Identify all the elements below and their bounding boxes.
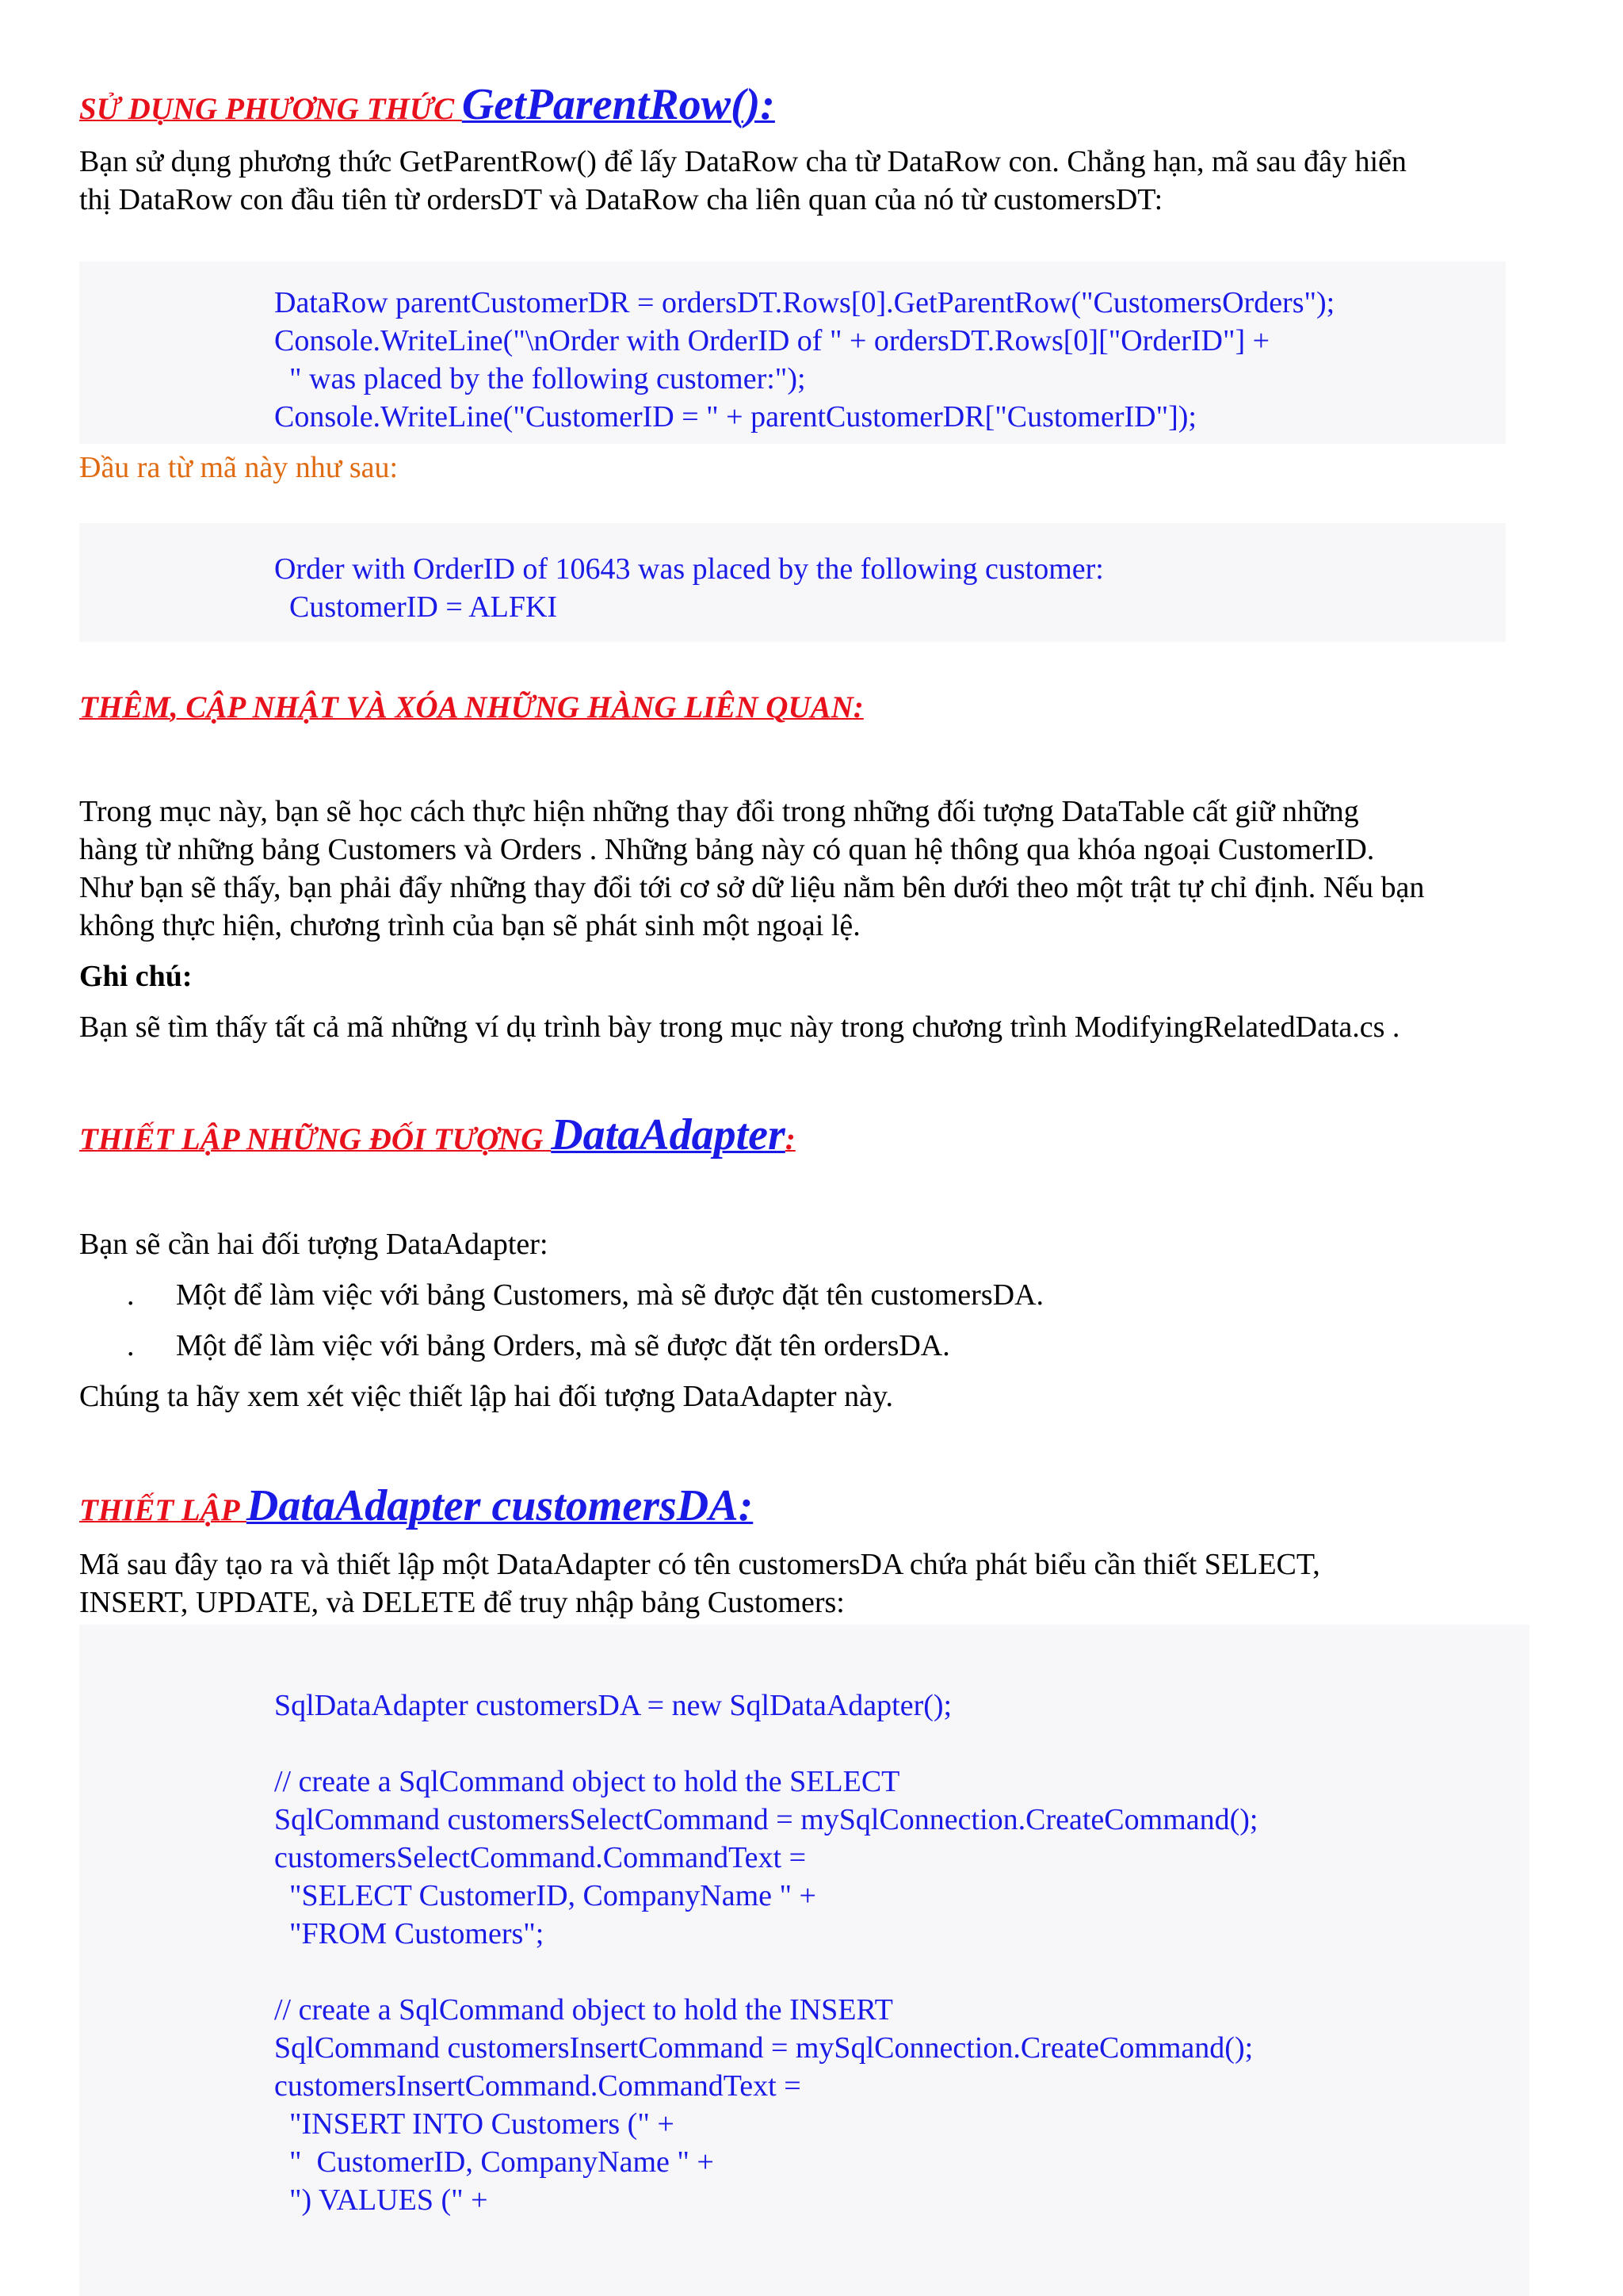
bullet-1-marker: . [127,1278,135,1312]
section4-heading [79,1480,753,1531]
section4-heading-prefix: THIẾT LẬP [79,1493,246,1527]
section4-code-line-13: " CustomerID, CompanyName " + [274,2145,714,2179]
section4-code-line-10: SqlCommand customersInsertCommand = mySqlConnection.CreateCommand(); [274,2031,1254,2065]
section4-code-line-7: "FROM Customers"; [274,1917,544,1950]
bullet-2-marker: . [127,1329,135,1362]
section2-heading: THÊM, CẬP NHẬT VÀ XÓA NHỮNG HÀNG LIÊN QUAN: [79,690,864,724]
output-label: Đầu ra từ mã này như sau: [79,451,399,484]
section4-code-line-9: // create a SqlCommand object to hold the INSERT [274,1993,893,2027]
section3-outro: Chúng ta hãy xem xét việc thiết lập hai đối tượng DataAdapter này. [79,1380,893,1413]
section3-heading-suffix: : [785,1122,796,1156]
output-line-1: Order with OrderID of 10643 was placed by the following customer: [274,552,1104,586]
section4-code-line-1: SqlDataAdapter customersDA = new SqlDataAdapter(); [274,1689,953,1722]
section1-para-line-2: thị DataRow con đầu tiên từ ordersDT và DataRow cha liên quan của nó từ customersDT: [79,183,1163,216]
section4-code-line-12: "INSERT INTO Customers (" + [274,2107,674,2141]
section1-heading [79,79,775,130]
section4-para-line-1: Mã sau đây tạo ra và thiết lập một DataAdapter có tên customersDA chứa phát biểu cần thiết SELECT, [79,1548,1320,1581]
bullet-2-text: Một để làm việc với bảng Orders, mà sẽ được đặt tên ordersDA. [176,1329,950,1362]
section3-heading [79,1110,796,1160]
section1-heading-prefix: SỬ DỤNG PHƯƠNG THỨC [79,92,462,126]
section3-heading-code: DataAdapter [551,1110,785,1159]
section3-heading-prefix: THIẾT LẬP NHỮNG ĐỐI TƯỢNG [79,1122,552,1156]
section4-code-line-14: ") VALUES (" + [274,2183,488,2217]
section4-para-line-2: INSERT, UPDATE, và DELETE để truy nhập bảng Customers: [79,1586,845,1619]
note-label: Ghi chú: [79,960,193,993]
section1-heading-code: GetParentRow(): [461,80,775,129]
section2-para-line-1: Trong mục này, bạn sẽ học cách thực hiện những thay đổi trong những đối tượng DataTable cất giữ những [79,795,1359,828]
section1-code-line-2: Console.WriteLine("\nOrder with OrderID of " + ordersDT.Rows[0]["OrderID"] + [274,324,1270,357]
note-text: Bạn sẽ tìm thấy tất cả mã những ví dụ trình bày trong mục này trong chương trình ModifyingRelatedData.cs . [79,1010,1400,1044]
section1-para-line-1: Bạn sử dụng phương thức GetParentRow() để lấy DataRow cha từ DataRow con. Chẳng hạn, mã sau đây hiển [79,145,1407,178]
section4-code-line-5: customersSelectCommand.CommandText = [274,1841,806,1874]
section1-code-line-3: " was placed by the following customer:"); [274,362,806,395]
section3-intro: Bạn sẽ cần hai đối tượng DataAdapter: [79,1228,548,1261]
section4-code-line-6: "SELECT CustomerID, CompanyName " + [274,1879,816,1912]
section4-code-line-3: // create a SqlCommand object to hold the SELECT [274,1765,900,1798]
bullet-1-text: Một để làm việc với bảng Customers, mà sẽ được đặt tên customersDA. [176,1278,1044,1312]
section4-code-line-11: customersInsertCommand.CommandText = [274,2069,801,2103]
section1-code-line-1: DataRow parentCustomerDR = ordersDT.Rows[0].GetParentRow("CustomersOrders"); [274,286,1335,319]
section4-heading-code: DataAdapter customersDA: [246,1481,754,1530]
section2-para-line-4: không thực hiện, chương trình của bạn sẽ phát sinh một ngoại lệ. [79,909,861,942]
section2-para-line-3: Như bạn sẽ thấy, bạn phải đẩy những thay đổi tới cơ sở dữ liệu nằm bên dưới theo một trật tự chỉ định. Nếu bạn [79,871,1425,904]
section1-code-line-4: Console.WriteLine("CustomerID = " + parentCustomerDR["CustomerID"]); [274,400,1197,434]
output-line-2: CustomerID = ALFKI [274,590,558,624]
section4-code-line-4: SqlCommand customersSelectCommand = mySqlConnection.CreateCommand(); [274,1803,1258,1836]
section2-para-line-2: hàng từ những bảng Customers và Orders . Những bảng này có quan hệ thông qua khóa ngoại CustomerID. [79,833,1375,866]
